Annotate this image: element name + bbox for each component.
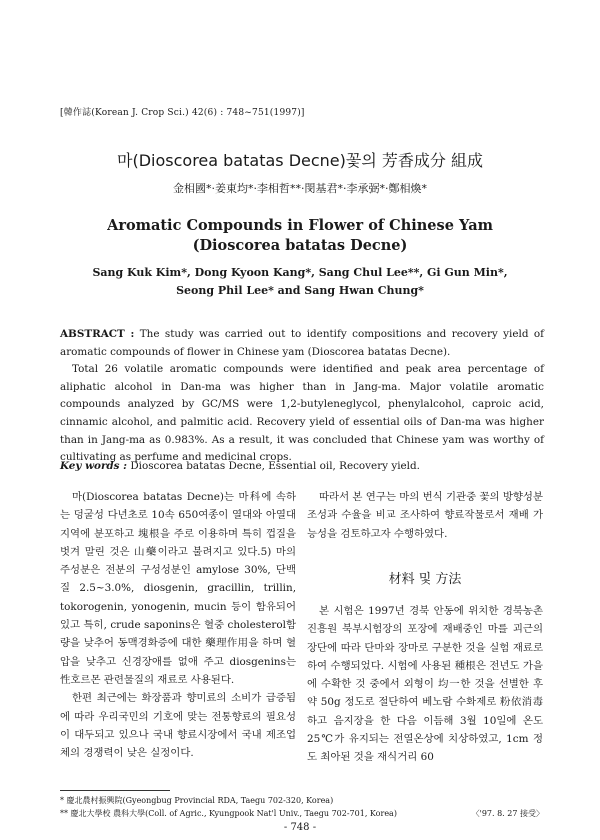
page-number: - 748 -	[283, 822, 317, 833]
english-authors-line2: Seong Phil Lee* and Sang Hwan Chung*	[176, 284, 424, 297]
english-title	[0, 216, 600, 256]
english-authors-line1: Sang Kuk Kim*, Dong Kyoon Kang*, Sang Chul Lee**, Gi Gun Min*,	[92, 266, 508, 279]
right-column-methods	[307, 602, 543, 767]
english-authors	[0, 264, 600, 300]
keywords-label: Key words :	[60, 460, 127, 472]
intro-paragraph-2: 한편 최근에는 화장품과 향미료의 소비가 급증됨에 따라 우리국민의 기호에 맞는 전통향료의 필요성이 대두되고 있으나 국내 향료시장에서 국내 제조업체의 경쟁력이 낮은 실정이다.	[60, 692, 296, 760]
abstract	[60, 326, 544, 467]
footnote-1: * 慶北農村振興院(Gyeongbug Provincial RDA, Taegu 702-320, Korea)	[60, 796, 334, 805]
footnote-2: ** 慶北大學校 農科大學(Coll. of Agric., Kyungpook Nat'l Univ., Taegu 702-701, Korea)	[60, 809, 397, 818]
footnote-divider	[60, 790, 170, 791]
journal-citation: [韓作誌(Korean J. Crop Sci.) 42(6) : 748~751(1997)]	[60, 108, 305, 118]
abstract-text-1: The study was carried out to identify compositions and recovery yield of aromatic compounds of flower in Chinese yam (Dioscorea batatas Decne).	[60, 328, 544, 358]
korean-authors: 金相國*·姜東均*·李相哲**·閔基君*·李承弼*·鄭相煥*	[173, 182, 427, 195]
english-title-line2: (Dioscorea batatas Decne)	[192, 237, 408, 254]
section-heading-materials-methods: 材料 및 方法	[388, 572, 462, 587]
keywords-text: Dioscorea batatas Decne, Essential oil, Recovery yield.	[130, 460, 420, 472]
keywords	[60, 460, 544, 472]
left-column	[60, 488, 296, 762]
korean-title: 마(Dioscorea batatas Decne)꽃의 芳香成分 組成	[117, 151, 483, 170]
methods-paragraph-1: 본 시험은 1997년 경북 안동에 위치한 경북농촌진흥원 북부시험장의 포장에 재배중인 마를 괴근의 장단에 따라 단마와 장마로 구분한 것을 실험 재료로하여 수행되었다. 시험에 사용된 種根은 전년도 가을에 수확한 것 중에서 외형이 均一한 것을 선별한 후 약 50g 정도로 절단하여 베노람 수화제로 粉依消毒하고 음지장을 한 다음 이듬해 3월 10일에 온도 25℃가 유지되는 전열온상에 치상하였고, 1cm 정도 최아된 것을 재식거리 60	[307, 605, 543, 764]
received-date: 〈'97. 8. 27 接受〉	[471, 809, 544, 818]
right-column-top	[307, 488, 543, 543]
abstract-paragraph-1	[60, 326, 544, 361]
english-title-line1: Aromatic Compounds in Flower of Chinese Yam	[107, 217, 493, 234]
abstract-paragraph-2: Total 26 volatile aromatic compounds were identified and peak area percentage of aliphatic alcohol in Dan-ma was higher than in Jang-ma. Major volatile aromatic compounds analyzed by GC/MS were 1,2-butyleneglycol, phenylalcohol, caproic acid, cinnamic alcohol, and palmitic acid. Recovery yield of essential oils of Dan-ma was higher than in Jang-ma as 0.983%. As a result, it was concluded that Chinese yam was worthy of cultivating as perfume and medicinal crops.	[60, 363, 544, 464]
abstract-label: ABSTRACT :	[60, 328, 135, 340]
intro-paragraph-1: 마(Dioscorea batatas Decne)는 마科에 속하는 덩굴성 다년초로 10속 650여종이 열대와 아열대 지역에 분포하고 塊根을 주로 이용하며 특히 껍질을 벗겨 말린 것은 山藥이라고 불려지고 있다.5) 마의 주성분은 전분의 구성성분인 amylose 30%, 단백질 2.5~3.0%, diosgenin, gracillin, trillin, tokorogenin, yonogenin, mucin 등이 함유되어 있고 특히, crude saponins은 혈중 cholesterol함량을 낮추어 동맥경화증에 대한 藥理作用을 하며 혈압을 낮추고 신경장애를 없애 주고 diosgenins는 性호르몬 관련물질의 재료로 사용된다.	[60, 491, 296, 686]
intro-paragraph-3: 따라서 본 연구는 마의 번식 기관중 꽃의 방향성분 조성과 수율을 비교 조사하여 향료작물로서 재배 가능성을 검토하고자 수행하였다.	[307, 491, 543, 540]
